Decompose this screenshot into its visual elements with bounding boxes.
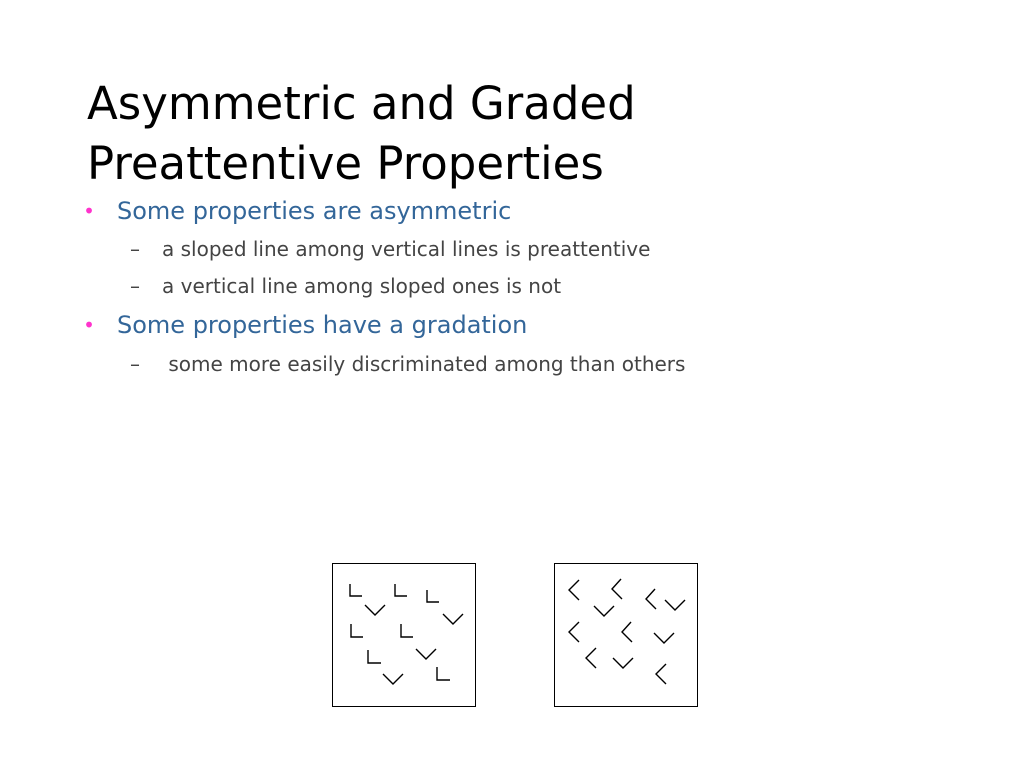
sub-bullet-text: a sloped line among vertical lines is preattentive — [162, 237, 651, 261]
chevron-left-shape — [646, 589, 656, 609]
chevron-left-shape — [656, 664, 666, 684]
sub-bullet-dash: – — [130, 352, 140, 376]
figure-right-shapes — [555, 564, 699, 708]
sub-bullet-dash: – — [130, 274, 140, 298]
chevron-left-shape — [612, 579, 622, 599]
sub-bullet-text: some more easily discriminated among than others — [162, 352, 686, 376]
l-shape — [351, 624, 363, 637]
l-shape — [350, 584, 362, 596]
figure-panel-right — [554, 563, 698, 707]
chevron-left-shape — [622, 622, 632, 642]
figure-left-shapes — [333, 564, 477, 708]
l-shape — [437, 667, 450, 680]
chevron-down-shape — [665, 600, 685, 610]
title-line-2: Preattentive Properties — [87, 137, 604, 190]
slide-title — [87, 74, 967, 194]
chevron-left-shape — [586, 648, 596, 668]
bullet-text: Some properties have a gradation — [117, 311, 528, 339]
sub-bullet-dash: – — [130, 237, 140, 261]
sub-bullet-text: a vertical line among sloped ones is not — [162, 274, 562, 298]
chevron-left-shape — [569, 622, 579, 642]
bullet-item-gradation — [83, 310, 528, 340]
chevron-left-shape — [569, 580, 579, 600]
l-shape — [368, 650, 381, 663]
chevron-down-shape — [594, 606, 614, 616]
l-shape — [401, 624, 413, 637]
figure-panel-left — [332, 563, 476, 707]
title-line-1: Asymmetric and Graded — [87, 77, 636, 130]
chevron-down-shape — [443, 614, 463, 624]
chevron-down-shape — [654, 633, 674, 643]
sub-bullet-item — [130, 236, 651, 262]
l-shape — [395, 584, 407, 596]
chevron-down-shape — [416, 649, 436, 659]
bullet-marker: • — [83, 313, 95, 337]
bullet-text: Some properties are asymmetric — [117, 197, 512, 225]
bullet-marker: • — [83, 199, 95, 223]
sub-bullet-item — [130, 351, 686, 377]
l-shape — [427, 590, 439, 602]
bullet-item-asymmetric — [83, 196, 512, 226]
chevron-down-shape — [613, 658, 633, 668]
chevron-down-shape — [365, 605, 385, 615]
chevron-down-shape — [383, 674, 403, 684]
sub-bullet-item — [130, 273, 562, 299]
